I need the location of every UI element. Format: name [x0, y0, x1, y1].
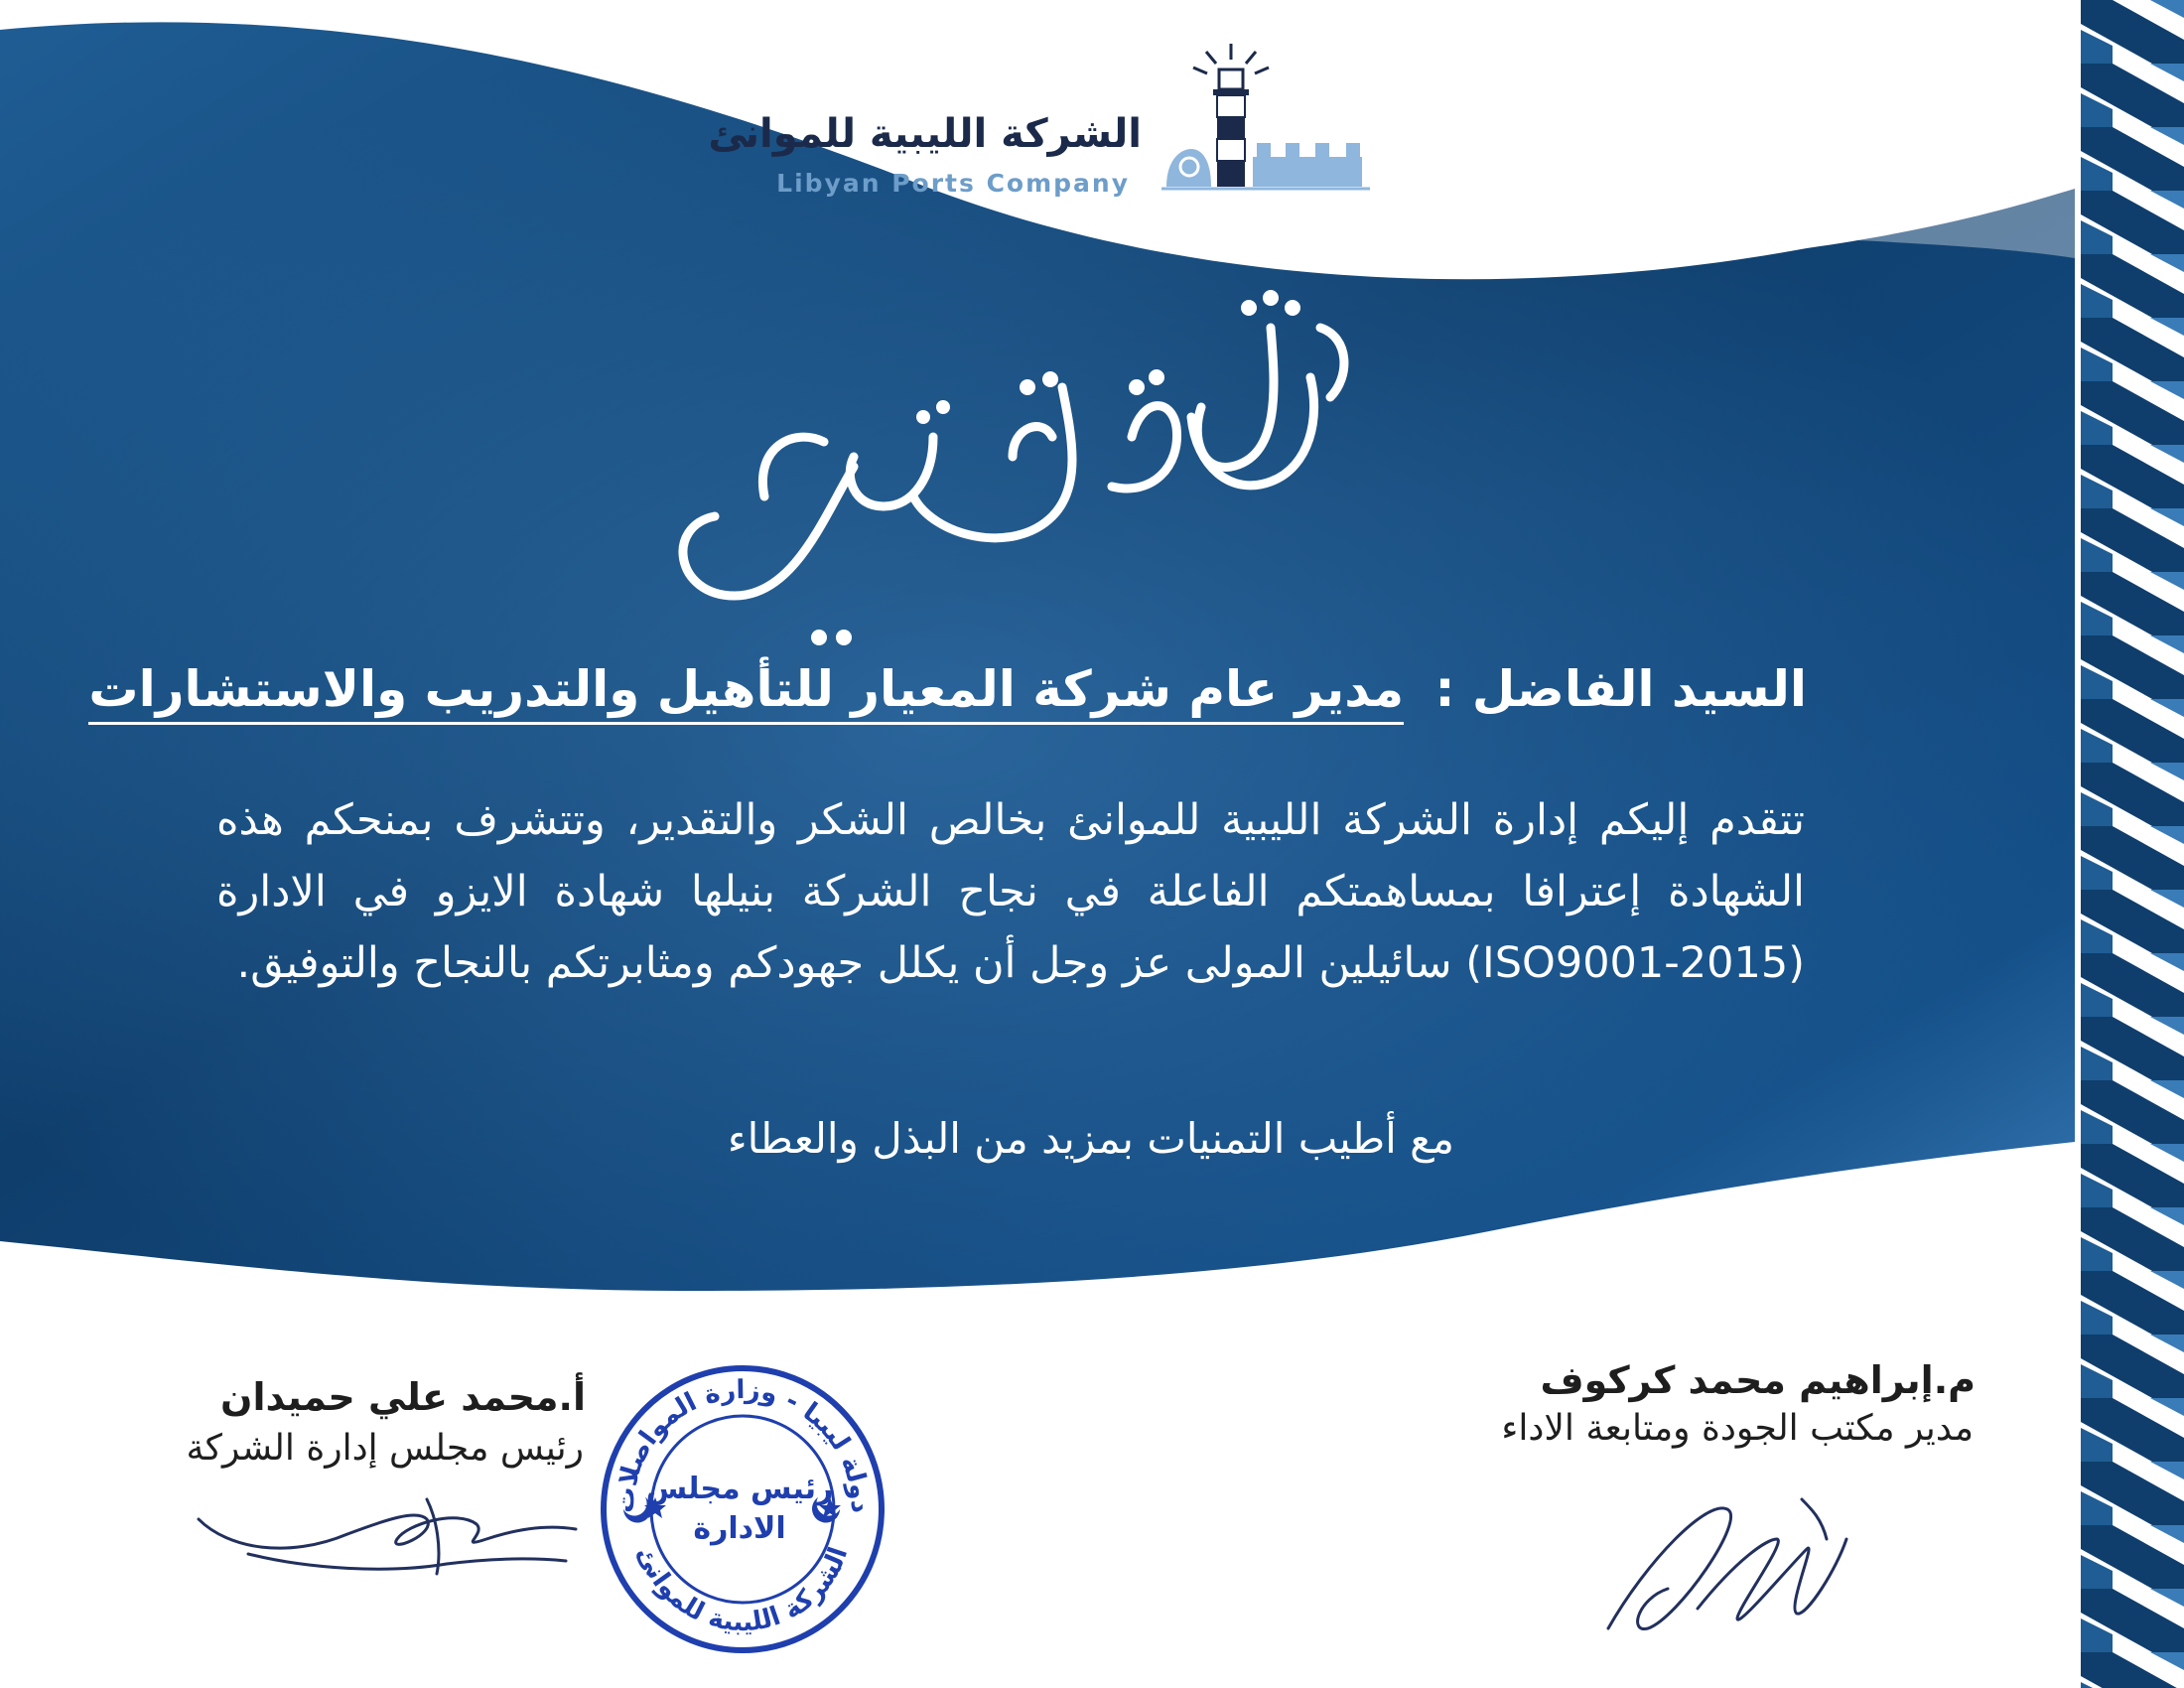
chairman-signature: [189, 1479, 586, 1589]
certificate-title: [635, 268, 1390, 665]
chairman-role: رئيس مجلس إدارة الشركة: [186, 1428, 584, 1469]
certificate-body: تتقدم إليكم إدارة الشركة الليبية للموانئ بخالص الشكر والتقدير، وتتشرف بمنحكم هذه الشهادة إعترافا بمساهمتكم الفاعلة في نجاح الشركة بنيلها شهادة الايزو في الادارة (ISO9001-2015) سائيلين المولى عز وجل أن يكلل جهودكم ومثابرتكم بالنجاح والتوفيق.: [216, 795, 1805, 988]
stamp-line-2: الادارة: [693, 1511, 786, 1546]
closing-wishes: مع أطيب التمنيات بمزيد من البذل والعطاء: [727, 1114, 1454, 1163]
quality-manager-role: مدير مكتب الجودة ومتابعة الاداء: [1501, 1408, 1974, 1449]
decorative-border-pattern: [2073, 0, 2184, 1688]
quality-manager-signature: [1588, 1479, 1866, 1638]
lighthouse-logo-icon: [1161, 40, 1380, 228]
title-text: [0, 0, 1, 1]
company-name-arabic: الشركة الليبية للموانئ: [708, 111, 1142, 157]
stamp-center-text: [645, 1470, 834, 1549]
stamp-ring-bottom: الشركة الليبية للموانئ: [630, 1542, 855, 1638]
stamp-ring-top: دولة ليبيا - وزارة المواصلات: [610, 1374, 876, 1514]
chairman-name: أ.محمد علي حميدان: [220, 1375, 586, 1419]
salutation-line: [88, 660, 1807, 718]
salutation-label: السيد الفاضل :: [1434, 660, 1807, 718]
recipient-name: مدير عام شركة المعيار للتأهيل والتدريب والاستشارات: [88, 660, 1404, 725]
company-name-english: Libyan Ports Company: [776, 169, 1130, 198]
quality-manager-name: م.إبراهيم محمد كركوف: [1540, 1358, 1976, 1402]
stamp-line-1: رئيس مجلس: [645, 1472, 834, 1506]
